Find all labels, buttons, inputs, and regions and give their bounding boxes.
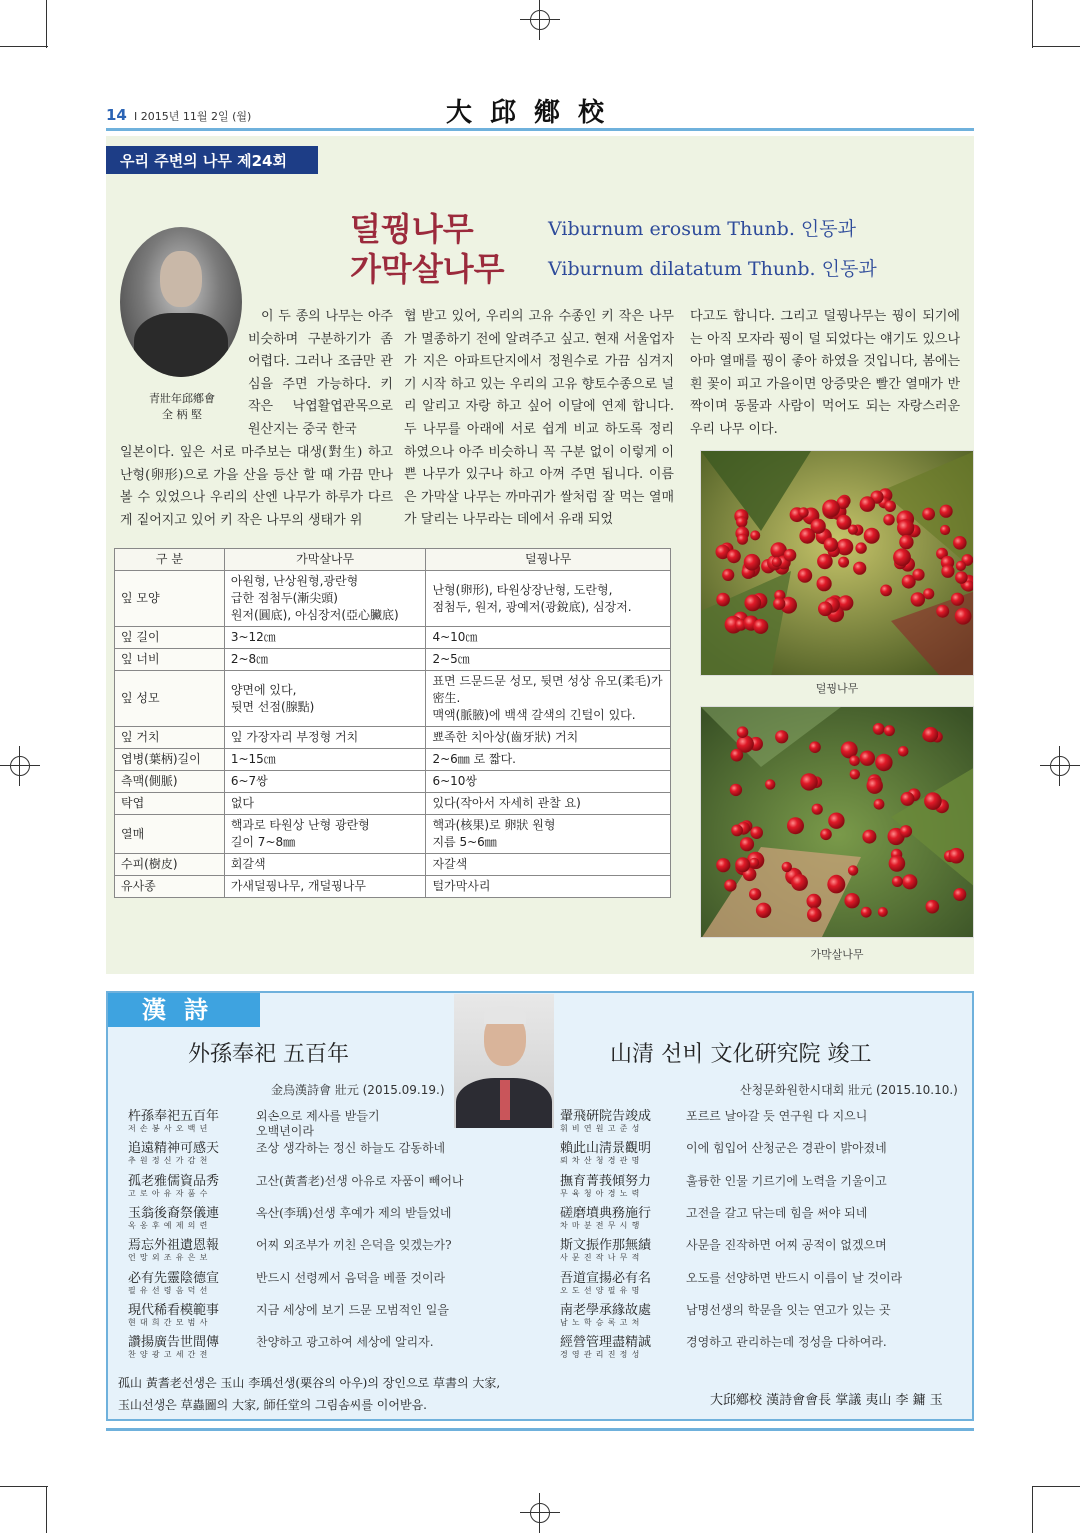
berry xyxy=(749,888,761,900)
poem-translation: 경영하고 관리하는데 정성을 다하여라. xyxy=(686,1335,887,1350)
poem-reading: 언망외조유은보 xyxy=(128,1253,212,1263)
berry xyxy=(875,754,892,771)
masthead: 大邱鄕校 xyxy=(446,98,623,128)
table-cell: 6~7쌍 xyxy=(224,771,426,793)
poem-reading: 경영관리진정성 xyxy=(560,1350,644,1360)
section-label-hanshi: 漢詩 xyxy=(108,993,260,1027)
berry xyxy=(884,725,895,736)
poem-line xyxy=(128,1271,556,1301)
berry xyxy=(730,749,743,762)
berry xyxy=(775,730,788,743)
berry xyxy=(873,723,885,735)
registration-mark-right xyxy=(1040,746,1080,786)
berry xyxy=(883,514,894,525)
poem-reading: 차마분전무시행 xyxy=(560,1220,644,1230)
poem-reading: 무육청아경노력 xyxy=(560,1188,644,1198)
article-col-2 xyxy=(404,306,674,532)
article-col-1b xyxy=(120,442,393,532)
berry xyxy=(807,894,822,909)
poet-portrait xyxy=(454,994,554,1128)
poem-hanja: 孤老雅儒資品秀 xyxy=(128,1173,220,1189)
berry xyxy=(787,817,804,834)
poem-reading: 찬양광고세간전 xyxy=(128,1350,212,1360)
poem-hanja: 撫育菁莪傾努力 xyxy=(560,1173,652,1189)
berry xyxy=(949,848,965,864)
table-row-label: 잎 거치 xyxy=(115,727,225,749)
poem-reading: 현대희간모범사 xyxy=(128,1317,212,1327)
poem-translation: 고산(黃耆老)선생 아유로 자품이 빼어나 xyxy=(256,1173,464,1188)
table-row xyxy=(115,815,671,854)
table-row-label: 열매 xyxy=(115,815,225,854)
title-deolkkwong: 덜꿩나무 xyxy=(350,210,474,248)
poem-reading: 사문진작나무적 xyxy=(560,1253,644,1263)
berry xyxy=(824,538,838,552)
registration-mark-bottom xyxy=(520,1493,560,1533)
poem-hanja: 玉翁後裔祭儀連 xyxy=(128,1205,220,1221)
table-row xyxy=(115,876,671,898)
berry xyxy=(799,528,815,544)
poem-line xyxy=(560,1271,986,1301)
table-row xyxy=(115,627,671,649)
berry xyxy=(874,799,885,810)
berry xyxy=(860,496,876,512)
table-cell: 아원형, 난상원형,광란형 급한 점첨두(漸尖頭) 원저(圓底), 아심장저(亞心臟底) xyxy=(224,571,426,627)
article-col-3 xyxy=(690,306,960,442)
crop-mark-tr-v xyxy=(1032,0,1033,48)
poem-translation: 지금 세상에 보기 드문 모범적인 일을 xyxy=(256,1302,449,1317)
table-cell: 핵과로 타원상 난형 광란형 길이 7~8㎜ xyxy=(224,815,426,854)
photo-deolkkwong-berries xyxy=(700,450,974,676)
berry xyxy=(724,879,736,891)
berry xyxy=(765,779,775,789)
poem-hanja: 磋磨墳典務施行 xyxy=(560,1205,652,1221)
berry xyxy=(818,602,833,617)
poem-hanja: 南老學承緣故處 xyxy=(560,1302,652,1318)
poem-reading: 남노학승록고처 xyxy=(560,1317,644,1327)
berry xyxy=(809,741,821,753)
poem-line xyxy=(128,1335,556,1365)
table-row xyxy=(115,854,671,876)
series-tag: 우리 주변의 나무 제24회 xyxy=(106,146,318,174)
table-row xyxy=(115,671,671,727)
poem-line xyxy=(128,1141,556,1171)
berry xyxy=(849,756,860,767)
table-row-label: 잎 성모 xyxy=(115,671,225,727)
registration-mark-left xyxy=(0,746,40,786)
berry xyxy=(953,888,966,901)
berry xyxy=(864,528,880,544)
poem-hanja: 斯文振作那無績 xyxy=(560,1238,652,1254)
poem-reading: 고로아유자품수 xyxy=(128,1188,212,1198)
poem-hanja: 追遠精神可感天 xyxy=(128,1141,220,1157)
berry xyxy=(736,516,747,527)
crop-mark-tr xyxy=(1032,46,1080,47)
berry xyxy=(753,619,768,634)
crop-mark-bl xyxy=(0,1486,48,1487)
berry xyxy=(784,549,797,562)
poem-line xyxy=(560,1141,986,1171)
article-col-1a xyxy=(248,306,393,442)
table-cell: 4~10㎝ xyxy=(426,627,671,649)
berry xyxy=(902,874,917,889)
header-rule xyxy=(106,128,974,131)
berry xyxy=(807,907,822,922)
poem-note-1: 孤山 黃耆老선생은 玉山 李瑀선생(栗谷의 아우)의 장인으로 草書의 大家, xyxy=(118,1376,501,1390)
berry xyxy=(737,726,749,738)
berry xyxy=(716,593,730,607)
table-row-label: 측맥(側脈) xyxy=(115,771,225,793)
berry xyxy=(878,907,888,917)
title-gamaksal: 가막살나무 xyxy=(350,250,505,288)
berry xyxy=(773,598,785,610)
berry xyxy=(848,865,858,875)
berry xyxy=(820,829,832,841)
table-row xyxy=(115,649,671,671)
poem-hanja: 經營管理盡精誠 xyxy=(560,1335,652,1351)
poem-hanja: 焉忘外祖遺恩報 xyxy=(128,1238,220,1254)
berry xyxy=(750,826,763,839)
table-row-label: 수피(樹皮) xyxy=(115,854,225,876)
berry xyxy=(880,585,892,597)
table-row-label: 탁엽 xyxy=(115,793,225,815)
poem-translation: 사문을 진작하면 어찌 공적이 없겠으며 xyxy=(686,1238,887,1253)
crop-mark-br xyxy=(1032,1486,1080,1487)
berry xyxy=(892,876,903,887)
table-header: 구 분 xyxy=(115,549,225,571)
table-cell: 난형(卵形), 타원상장난형, 도란형, 점첨두, 원저, 광예저(광銳底), 심장저. xyxy=(426,571,671,627)
author-credit xyxy=(136,391,228,423)
table-cell: 있다(작아서 자세히 관찰 요) xyxy=(426,793,671,815)
poem-line xyxy=(128,1206,556,1236)
berry xyxy=(861,907,872,918)
berry xyxy=(798,568,813,583)
poem-hanja: 賴此山淸景觀明 xyxy=(560,1141,652,1157)
berry xyxy=(897,519,914,536)
table-cell: 2~8㎝ xyxy=(224,649,426,671)
poem-note-2: 玉山선생은 草蟲圖의 大家, 師任堂의 그림솜씨를 이어받음. xyxy=(118,1398,427,1412)
poet-signature: 大邱鄕校 漢詩會會長 掌議 夷山 李 鏞 玉 xyxy=(710,1393,943,1408)
poem-reading: 옥옹후예제의련 xyxy=(128,1220,212,1230)
page-number: 14 xyxy=(106,106,127,124)
berry xyxy=(884,500,896,512)
poem-line xyxy=(560,1303,986,1333)
table-cell: 가새덜꿩나무, 개덜꿩나무 xyxy=(224,876,426,898)
crop-mark-tl xyxy=(0,46,48,47)
berry xyxy=(838,557,849,568)
berry xyxy=(899,535,913,549)
berry xyxy=(898,746,909,757)
poem-left-title: 外孫奉祀 五百年 xyxy=(188,1042,349,1067)
poem-line xyxy=(560,1335,986,1365)
article-text: 이 두 종의 나무는 아주 비슷하며 구분하기가 좀 어렵다. 그러나 조금만 관심을 주면 가능하다. 키 작은 낙엽활엽관목으로 원산지는 중국 한국 xyxy=(248,309,393,437)
berry xyxy=(716,858,730,872)
table-row xyxy=(115,771,671,793)
berry xyxy=(850,769,860,779)
table-cell: 2~6㎜ 로 짧다. xyxy=(426,749,671,771)
berry xyxy=(744,595,761,612)
poem-reading: 오도선양필유명 xyxy=(560,1285,644,1295)
berry xyxy=(951,593,964,606)
berry xyxy=(756,903,771,918)
table-row xyxy=(115,793,671,815)
comparison-table xyxy=(114,548,671,898)
berry xyxy=(844,893,859,908)
poem-translation: 반드시 선령께서 음덕을 베풀 것이라 xyxy=(256,1270,446,1285)
poem-line xyxy=(128,1174,556,1204)
berry xyxy=(923,727,938,742)
poem-line xyxy=(128,1109,556,1139)
berry xyxy=(749,858,759,868)
berry xyxy=(731,825,743,837)
table-cell: 잎 가장자리 부정형 거치 xyxy=(224,727,426,749)
issue-date: I 2015년 11월 2일 (월) xyxy=(134,110,252,123)
berry xyxy=(827,875,845,893)
poem-hanja: 現代稀看模範事 xyxy=(128,1302,220,1318)
poem-right-title: 山清 선비 文化硏究院 竣工 xyxy=(610,1042,872,1067)
berry xyxy=(926,900,940,914)
poem-hanja: 讚揚廣告世間傳 xyxy=(128,1335,220,1351)
berry xyxy=(750,530,760,540)
poem-hanja: 翬飛硏院告竣成 xyxy=(560,1109,652,1124)
table-cell: 핵과(核果)로 卵狀 원형 지름 5~6㎜ xyxy=(426,815,671,854)
table-header: 가막살나무 xyxy=(224,549,426,571)
table-cell: 3~12㎝ xyxy=(224,627,426,649)
berry xyxy=(936,605,949,618)
poem-reading: 저손봉사오백년 xyxy=(128,1124,212,1133)
berry xyxy=(817,576,832,591)
berry xyxy=(737,534,748,545)
berry xyxy=(953,536,967,550)
berry xyxy=(837,515,852,530)
poem-translation: 남명선생의 학문을 잇는 연고가 있는 곳 xyxy=(686,1302,891,1317)
berry xyxy=(853,562,866,575)
poem-right-award: 산청문화원한시대회 壯元 (2015.10.10.) xyxy=(740,1083,958,1097)
berry xyxy=(955,571,968,584)
berry xyxy=(889,855,906,872)
poem-line xyxy=(560,1109,986,1139)
registration-mark-top xyxy=(520,0,560,40)
article-text: 일본이다. 잎은 서로 마주보는 대생(對生) 하고 난형(卵形)으로 가을 산을 등산 할 때 가끔 만나 볼 수 있었으나 우리의 산엔 나무가 하루가 다르게 짙어지고 있어 키 작은 나무의 생태가 위 xyxy=(120,445,393,528)
poetry-section xyxy=(106,991,974,1421)
table-row xyxy=(115,571,671,627)
poem-hanja: 杵孫奉祀五百年 xyxy=(128,1109,220,1124)
table-row-label: 유사종 xyxy=(115,876,225,898)
table-cell: 1~15㎝ xyxy=(224,749,426,771)
berry xyxy=(900,825,912,837)
article-text: 협 받고 있어, 우리의 고유 수종인 키 작은 나무가 멸종하기 전에 알려주고 싶고. 현재 서울업자가 지은 아파트단지에서 정원수로 가끔 심겨지기 시작 하고 있는 우리의 고유 향토수종으로 널리 알리고 자랑 하고 싶어 이달에 연제 합니다. 두 나무를 아래에 서로 쉽게 비교 하도록 정리 하였으나 아주 비슷하니 꼭 구분 없이 이렇게 이쁜 나무가 있구나 하고 아껴 주면 됩니다. 이름은 가막살 나무는 까마귀가 쌀처럼 잘 먹는 열매가 달리는 나무라는 데에서 유래 되었 xyxy=(404,309,674,528)
table-cell: 없다 xyxy=(224,793,426,815)
table-row-label: 잎 길이 xyxy=(115,627,225,649)
poem-line xyxy=(128,1303,556,1333)
berry xyxy=(744,554,761,571)
berry xyxy=(828,813,844,829)
berry xyxy=(812,804,823,815)
photo-caption-gamaksal: 가막살나무 xyxy=(810,948,864,961)
poem-left-award: 金烏漢詩會 壯元 (2015.09.19.) xyxy=(271,1083,445,1097)
poem-translation: 외손으로 제사를 받들기 오백년이라 xyxy=(256,1109,380,1138)
berry xyxy=(730,784,742,796)
table-row xyxy=(115,749,671,771)
poem-reading: 추원정신가감천 xyxy=(128,1156,212,1166)
author-portrait xyxy=(120,227,242,377)
berry xyxy=(924,792,942,810)
crop-mark-bl-v xyxy=(46,1486,47,1533)
poem-translation: 포르르 날아갈 듯 연구원 다 지으니 xyxy=(686,1109,868,1123)
poem-translation: 훌륭한 인물 기르기에 노력을 기울이고 xyxy=(686,1173,887,1188)
berry xyxy=(940,505,953,518)
berry xyxy=(800,773,817,790)
berry xyxy=(955,608,972,625)
poem-translation: 조상 생각하는 정신 하늘도 감동하네 xyxy=(256,1141,446,1156)
table-header-row xyxy=(115,549,671,571)
berry xyxy=(822,500,840,518)
berry xyxy=(722,569,734,581)
poem-translation: 고전을 갈고 닦는데 힘을 써야 되네 xyxy=(686,1205,868,1220)
berry xyxy=(901,792,915,806)
poem-line xyxy=(560,1206,986,1236)
table-header: 덜꿩나무 xyxy=(426,549,671,571)
berry xyxy=(911,592,925,606)
berry xyxy=(956,561,966,571)
berry xyxy=(772,557,782,567)
crop-mark-tl-v xyxy=(46,0,47,48)
table-cell: 뾰족한 치아상(齒牙狀) 거치 xyxy=(426,727,671,749)
poem-line xyxy=(560,1174,986,1204)
berry xyxy=(860,751,875,766)
poem-reading: 뢰차산청경관명 xyxy=(560,1156,644,1166)
table-cell: 2~5㎝ xyxy=(426,649,671,671)
table-row-label: 잎 모양 xyxy=(115,571,225,627)
poem-reading: 휘비연원고준성 xyxy=(560,1124,644,1133)
sci-name-gamaksal: Viburnum dilatatum Thunb. 인동과 xyxy=(548,258,877,280)
photo-gamaksal-berries xyxy=(700,706,974,938)
berry xyxy=(817,554,833,570)
poem-line xyxy=(128,1238,556,1268)
berry xyxy=(912,569,924,581)
berry xyxy=(867,778,883,794)
poem-hanja: 吾道宣揚必有名 xyxy=(560,1270,652,1286)
poem-translation: 오도를 선양하면 반드시 이름이 날 것이라 xyxy=(686,1270,903,1285)
table-cell: 털가막사리 xyxy=(426,876,671,898)
berry xyxy=(782,862,792,872)
poem-line xyxy=(560,1238,986,1268)
berry xyxy=(940,525,950,535)
berry xyxy=(735,857,750,872)
footer-rule xyxy=(106,1428,974,1431)
page-header xyxy=(106,92,974,132)
table-row-label: 엽병(葉柄)길이 xyxy=(115,749,225,771)
author-name: 全 柄 堅 xyxy=(162,408,202,421)
berry xyxy=(941,565,954,578)
table-row-label: 잎 너비 xyxy=(115,649,225,671)
berry xyxy=(727,549,741,563)
poem-translation: 이에 힘입어 산청군은 경관이 밝아졌네 xyxy=(686,1141,887,1156)
berry xyxy=(862,830,876,844)
berry xyxy=(791,874,808,891)
author-org: 青壯年邱鄕會 xyxy=(149,392,215,405)
berry xyxy=(798,507,808,517)
table-cell: 자갈색 xyxy=(426,854,671,876)
poem-translation: 어찌 외조부가 끼친 은덕을 잊겠는가? xyxy=(256,1238,452,1253)
poem-translation: 옥산(李瑀)선생 후예가 제의 받들었네 xyxy=(256,1205,452,1220)
berry xyxy=(740,837,754,851)
table-cell: 6~10쌍 xyxy=(426,771,671,793)
berry xyxy=(922,508,935,521)
poem-hanja: 必有先靈陰德宣 xyxy=(128,1270,220,1286)
table-cell: 표면 드문드문 성모, 뒷면 성상 유모(柔毛)가 密生. 맥액(脈腋)에 백색 갈색의 긴털이 있다. xyxy=(426,671,671,727)
berry xyxy=(855,542,866,553)
sci-name-deolkkwong: Viburnum erosum Thunb. 인동과 xyxy=(548,218,856,240)
poem-reading: 필유선령음덕선 xyxy=(128,1285,212,1295)
tree-article xyxy=(106,136,974,974)
article-text: 다고도 합니다. 그리고 덜꿩나무는 꿩이 되기에는 아직 모자라 꿩이 덜 되었다는 얘기도 있으나 아마 열매를 꿩이 좋아 하였을 것입니다, 봄에는 흰 꽃이 피고 가을이면 앙증맞은 빨간 열매가 반짝이며 동물과 사람이 먹어도 되는 자랑스러운 우리 나무 이다. xyxy=(690,309,960,437)
berry xyxy=(893,548,911,566)
poem-translation: 찬양하고 광고하여 세상에 알리자. xyxy=(256,1335,434,1350)
table-cell: 회갈색 xyxy=(224,854,426,876)
photo-caption-deolkkwong: 덜꿩나무 xyxy=(815,682,859,695)
table-row xyxy=(115,727,671,749)
crop-mark-br-v xyxy=(1032,1486,1033,1533)
table-cell: 양면에 있다, 뒷면 선점(腺點) xyxy=(224,671,426,727)
